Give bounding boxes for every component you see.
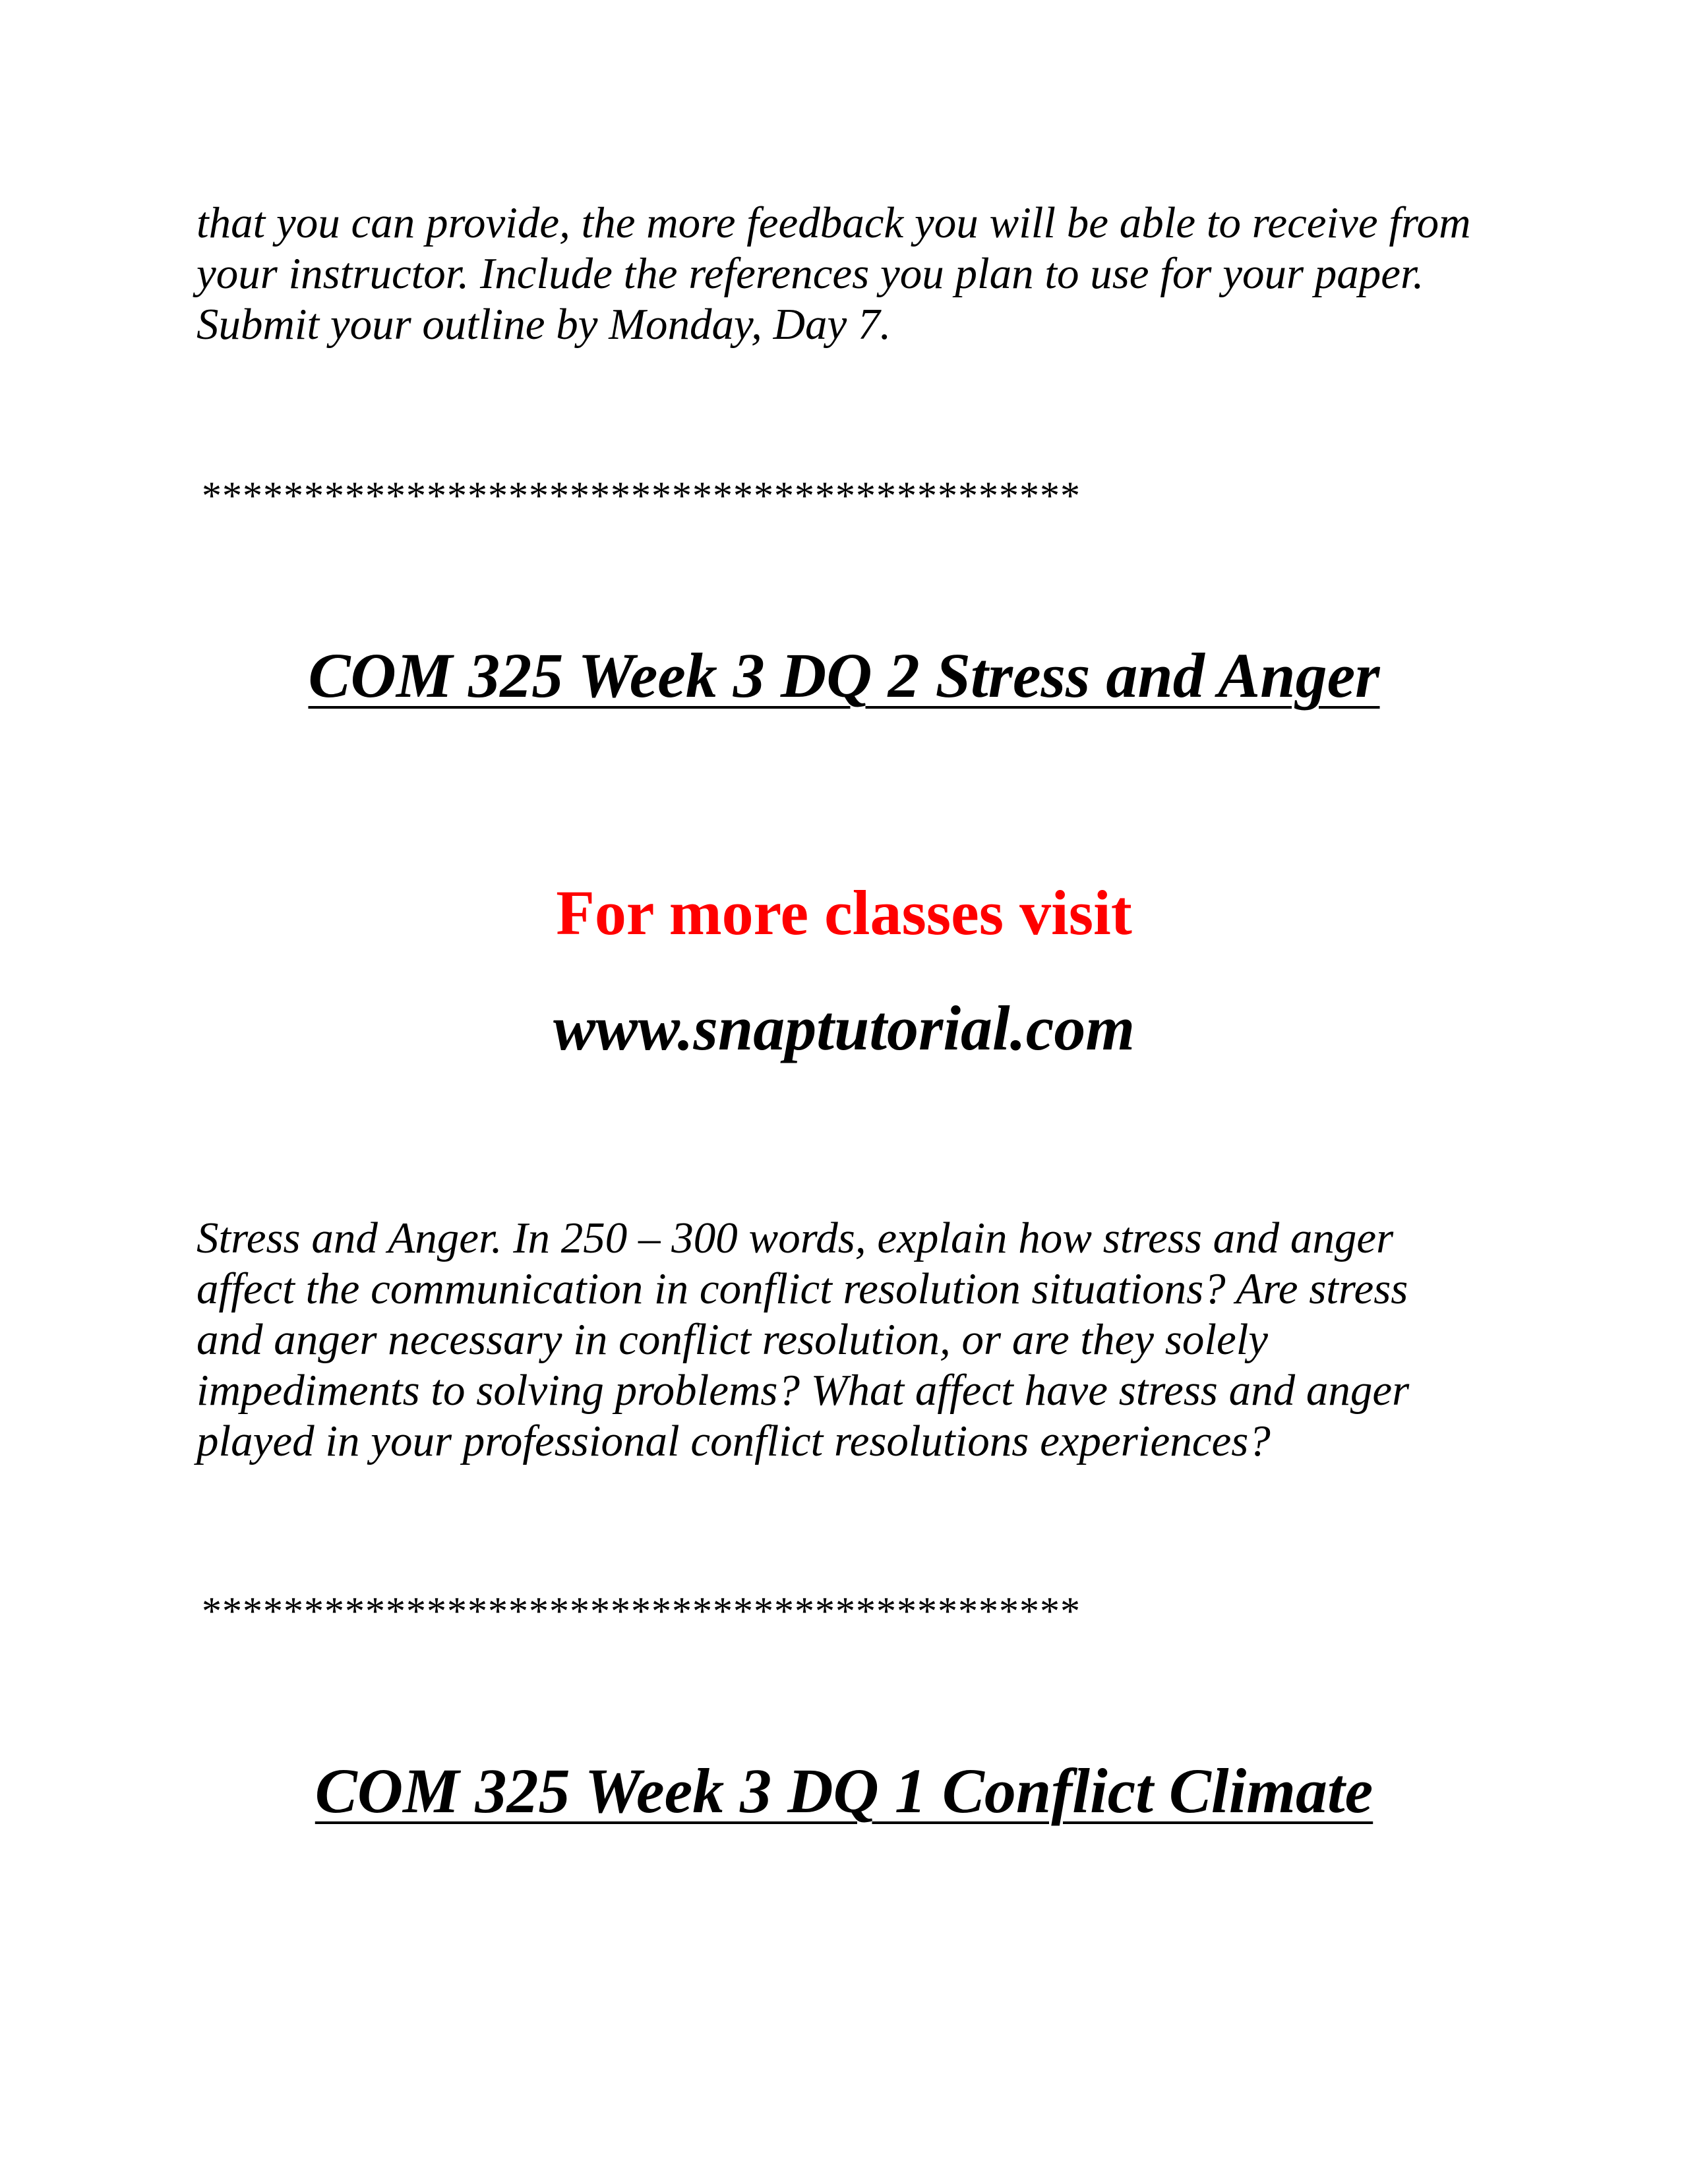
body-line: impediments to solving problems? What affect have stress and anger <box>196 1366 1410 1415</box>
section-heading-dq2: COM 325 Week 3 DQ 2 Stress and Anger <box>308 640 1380 711</box>
separator-bottom: ******************************************* <box>202 1589 1081 1633</box>
intro-line: your instructor. Include the references you plan to use for your paper. <box>196 249 1424 298</box>
section-heading-dq1: COM 325 Week 3 DQ 1 Conflict Climate <box>315 1756 1373 1826</box>
body-line: and anger necessary in conflict resolution, or are they solely <box>196 1315 1269 1364</box>
intro-line: Submit your outline by Monday, Day 7. <box>196 300 891 349</box>
intro-paragraph <box>196 198 1515 350</box>
body-line: Stress and Anger. In 250 – 300 words, explain how stress and anger <box>196 1214 1394 1262</box>
body-line: affect the communication in conflict resolution situations? Are stress <box>196 1264 1408 1313</box>
separator-top: ******************************************* <box>202 474 1081 517</box>
intro-line: that you can provide, the more feedback you will be able to receive from <box>196 198 1471 247</box>
promo-line: For more classes visit <box>556 877 1132 948</box>
body-line: played in your professional conflict resolutions experiences? <box>196 1417 1271 1465</box>
promo-url: www.snaptutorial.com <box>553 993 1135 1063</box>
body-paragraph <box>196 1213 1515 1467</box>
